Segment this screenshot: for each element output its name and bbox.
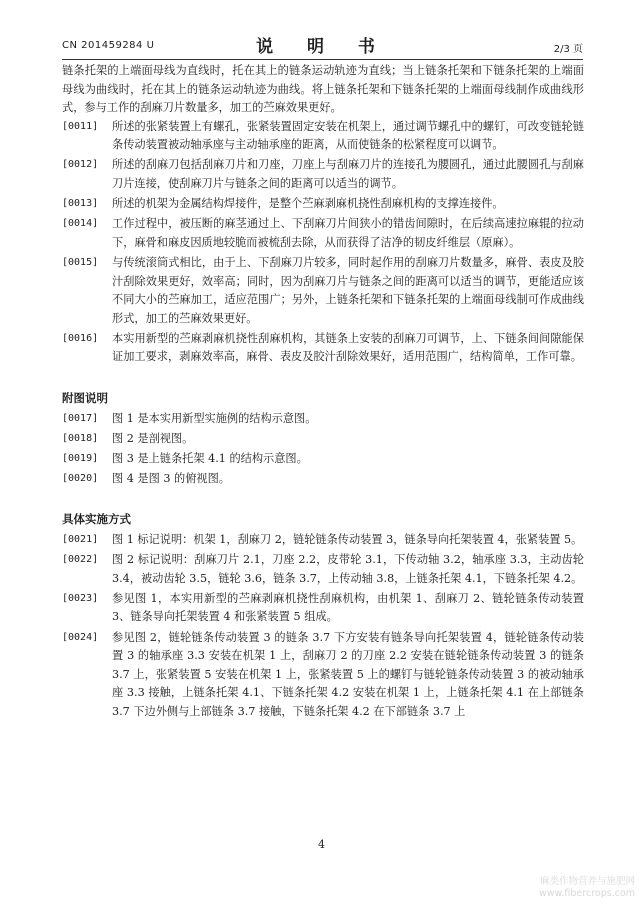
numbered-paragraph <box>62 118 584 155</box>
numbered-paragraph <box>62 254 584 328</box>
paragraph-number: [0013] <box>62 198 99 210</box>
header-rule <box>62 59 583 60</box>
paragraph-number: [0016] <box>62 332 99 344</box>
numbered-paragraph <box>62 410 584 429</box>
section-title-embodiment: 具体实施方式 <box>62 512 131 527</box>
paragraph-text: 图 4 是图 3 的俯视图。 <box>112 471 230 485</box>
paragraph-text: 图 2 标记说明：刮麻刀片 2.1，刀座 2.2，皮带轮 3.1，下传动轴 3.2，轴承座 3.3，主动齿轮 3.4，被动齿轮 3.5，链轮 3.6，链条 3.7，上传动轴 3.8，上链条托架 4.1，下链条托架 4.2。 <box>112 553 584 585</box>
paragraph-text: 所述的刮麻刀包括刮麻刀片和刀座，刀座上与刮麻刀片的连接孔为腰圆孔，通过此腰圆孔与刮麻刀片连接，使刮麻刀片与链条之间的距离可以适当的调节。 <box>112 158 584 191</box>
paragraph-number: [0014] <box>62 218 99 230</box>
numbered-paragraph <box>62 590 584 627</box>
watermark <box>539 876 635 900</box>
paragraph-text: 所述的机架为金属结构焊接件，是整个苎麻剥麻机挠性刮麻机构的支撑连接件。 <box>112 197 504 211</box>
paragraph-text: 图 1 标记说明：机架 1，刮麻刀 2，链轮链条传动装置 3，链条导向托架装置 4，张紧装置 5。 <box>112 533 583 547</box>
page-number: 4 <box>318 838 325 851</box>
intro-paragraph: 链条托架的上端面母线为直线时，托在其上的链条运动轨迹为直线；当上链条托架和下链条托架的上端面母线为曲线时，托在其上的链条运动轨迹为曲线。将上链条托架和下链条托架的上端面母线制作成曲线形式，参与工作的刮麻刀片数量多，加工的苎麻效果更好。 <box>62 64 584 115</box>
paragraph-text: 图 2 是剖视图。 <box>112 431 194 445</box>
numbered-paragraph <box>62 450 584 469</box>
paragraph-number: [0023] <box>62 592 99 604</box>
paragraph-text: 所述的张紧装置上有螺孔，张紧装置固定安装在机架上，通过调节螺孔中的螺钉，可改变链轮链条传动装置被动轴承座与主动轴承座的距离，从而使链条的松紧程度可以调节。 <box>112 119 584 152</box>
paragraph-group-embodiment <box>62 531 584 721</box>
section-title-figures: 附图说明 <box>62 391 108 405</box>
paragraph-number: [0018] <box>62 432 99 444</box>
watermark-title: 麻类作物营养与施肥网 <box>539 876 635 887</box>
numbered-paragraph <box>62 430 584 449</box>
paragraph-text: 本实用新型的苎麻剥麻机挠性刮麻机构，其链条上安装的刮麻刀可调节，上、下链条间间隙能保证加工要求，剥麻效率高，麻骨、表皮及胶汁刮除效果好，适用范围广，结构简单，工作可靠。 <box>112 331 584 364</box>
paragraph-number: [0012] <box>62 159 99 171</box>
paragraph-number: [0015] <box>62 256 99 268</box>
paragraph-text: 与传统滚筒式相比，由于上、下刮麻刀片较多，同时起作用的刮麻刀片数量多，麻骨、表皮及胶汁刮除效果更好，效率高；同时，因为刮麻刀片与链条之间的距离可以适当的调节，更能适应该不同大小的苎麻加工，适应范围广；另外，上链条托架和下链条托架的上端面母线制可作成曲线形式，加工的苎麻效果更好。 <box>112 255 584 325</box>
numbered-paragraph <box>62 156 584 193</box>
paragraph-text: 图 3 是上链条托架 4.1 的结构示意图。 <box>112 451 308 465</box>
numbered-paragraph <box>62 531 584 550</box>
paragraph-number: [0024] <box>62 631 99 643</box>
numbered-paragraph <box>62 551 584 588</box>
paragraph-number: [0011] <box>62 120 99 132</box>
paragraph-group-figures <box>62 410 584 489</box>
paragraph-text: 工作过程中，被压断的麻茎通过上、下刮麻刀片间狭小的错齿间隙时，在后续高速拉麻辊的拉动下，麻骨和麻皮因质地较脆而被梳刮去除，从而获得了洁净的韧皮纤维层（原麻）。 <box>112 217 584 249</box>
paragraph-number: [0017] <box>62 412 99 424</box>
page-indicator: 2/3 页 <box>553 44 583 55</box>
numbered-paragraph <box>62 330 584 367</box>
numbered-paragraph <box>62 470 584 489</box>
paragraph-number: [0020] <box>62 472 99 484</box>
paragraph-text: 参见图 2，链轮链条传动装置 3 的链条 3.7 下方安装有链条导向托架装置 4，链轮链条传动装置 3 的轴承座 3.3 安装在机架 1 上，刮麻刀 2 的刀座 2.2 安装在链轮链条传动装置 3 的链条 3.7 上，张紧装置 5 安装在机架 1 上，张紧装置 5 上的螺钉与链轮链条传动装置 3 的被动轴承座 3.3 接触，上链条托架 4.1、下链条托架 4.2 安装在机架 1 上，上链条托架 4.1 在上部链条 3.7 下边外侧与上部链条 3.7 接触，下链条托架 4.2 在下部链条 3.7 上 <box>112 630 584 718</box>
document-title: 说 明 书 <box>256 37 389 57</box>
patent-number: CN 201459284 U <box>62 40 155 51</box>
document-body <box>62 62 584 723</box>
watermark-url: www.fibercrops.com <box>538 888 635 899</box>
page-header <box>62 30 583 58</box>
paragraph-number: [0021] <box>62 534 99 546</box>
numbered-paragraph <box>62 215 584 252</box>
numbered-paragraph <box>62 629 584 722</box>
paragraph-number: [0019] <box>62 452 99 464</box>
paragraph-text: 参见图 1，本实用新型的苎麻剥麻机挠性刮麻机构，由机架 1、刮麻刀 2、链轮链条传动装置 3、链条导向托架装置 4 和张紧装置 5 组成。 <box>112 591 584 624</box>
paragraph-text: 图 1 是本实用新型实施例的结构示意图。 <box>112 411 317 425</box>
numbered-paragraph <box>62 195 584 214</box>
paragraph-group-summary <box>62 118 584 367</box>
paragraph-number: [0022] <box>62 554 99 566</box>
